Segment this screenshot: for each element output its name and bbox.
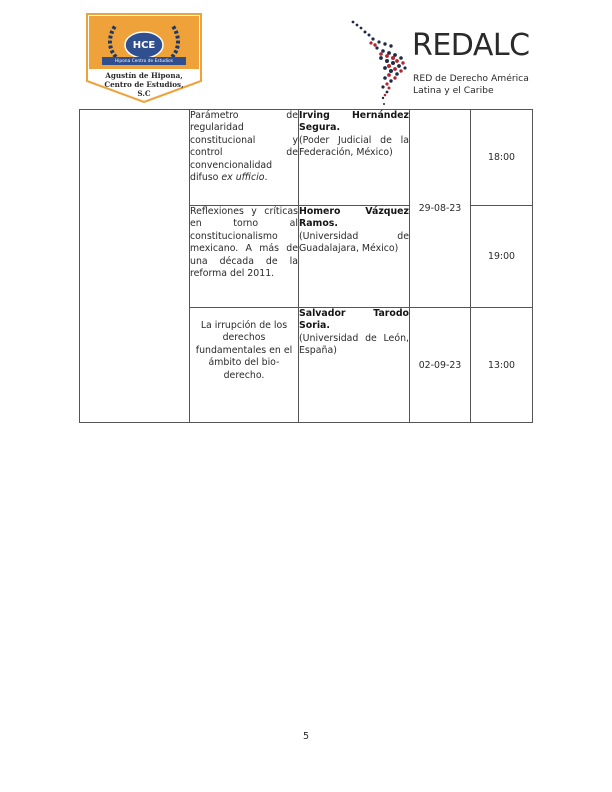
hce-logo [86,13,202,103]
time-cell: 19:00 [471,206,533,308]
hce-caption-line3: S.C [137,89,151,98]
topic-italic-text: ex ufficio [221,172,265,184]
speaker-affiliation: (Universidad de Guadalajara, México) [299,230,409,255]
topic-text-end: . [264,172,268,184]
redalc-logo [349,18,529,108]
hce-initials: HCE [132,40,156,51]
date-cell: 29-08-23 [410,110,471,308]
hce-logo-caption [86,71,202,98]
speaker-affiliation: (Poder Judicial de la Federación, México) [299,134,409,159]
hce-ribbon-text: Hipona Centro de Estudios [114,58,174,63]
time-cell: 13:00 [471,308,533,423]
hce-caption-line1: Agustín de Hipona, [105,71,183,80]
latin-america-map-icon [349,18,413,108]
speaker-cell [299,110,410,206]
speaker-name: Irving Hernández Segura. [299,110,409,134]
topic-cell: Reflexiones y críticas en torno al constitucionalismo mexicano. A más de una década de la reforma del 2011. [190,206,299,308]
date-cell: 02-09-23 [410,308,471,423]
speaker-name: Salvador Tarodo Soria. [299,308,409,332]
redalc-title: REDALC [412,28,530,63]
speaker-cell [299,308,410,423]
time-cell: 18:00 [471,110,533,206]
schedule-table [79,109,533,423]
speaker-cell [299,206,410,308]
speaker-name: Homero Vázquez Ramos. [299,206,409,230]
topic-cell: La irrupción de los derechos fundamentales en el ámbito del bio-derecho. [190,308,299,423]
empty-cell [80,110,190,423]
table-row [80,110,533,206]
page-number: 5 [302,731,310,742]
speaker-affiliation: (Universidad de León, España) [299,332,409,357]
topic-cell [190,110,299,206]
topic-text: Parámetro de regularidad constitucional y control de convencionalidad difuso [190,110,298,184]
redalc-subtitle-line2: Latina y el Caribe [413,84,494,96]
redalc-subtitle [413,73,533,96]
hce-caption-line2: Centro de Estudios, [104,80,184,89]
redalc-subtitle-line1: RED de Derecho América [413,73,529,84]
